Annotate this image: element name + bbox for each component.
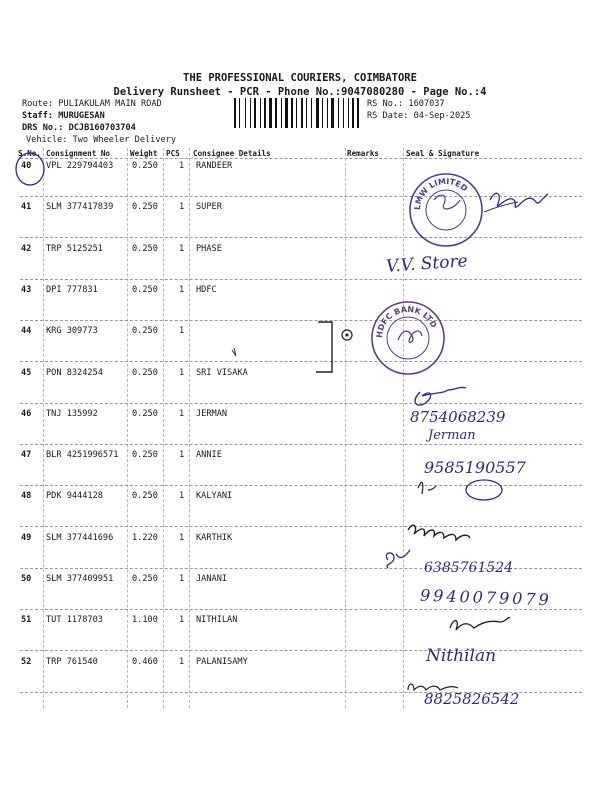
row-pcs: 1 [179, 326, 185, 336]
drs-label: DRS No.: DCJB160703704 [22, 123, 136, 133]
row-pcs: 1 [179, 202, 185, 212]
lmw-stamp-text: LMW LIMITED [412, 176, 470, 211]
row-weight: 0.250 [132, 244, 158, 254]
col-consignment: Consignment No [46, 149, 111, 158]
col-consignee: Consignee Details [193, 149, 271, 158]
col-seal: Seal & Signature [406, 149, 480, 158]
row-sno: 51 [21, 615, 32, 625]
row-consignee: JANANI [196, 574, 228, 584]
handwritten-phone-46: 8754068239 [410, 408, 506, 426]
row-pcs: 1 [179, 615, 185, 625]
handwritten-name-46: Jerman [428, 428, 476, 443]
handwritten-phone-47: 9585190557 [424, 458, 526, 477]
col-weight: Weight [130, 149, 158, 158]
col-sno: S.No. [18, 149, 41, 158]
row-weight: 0.250 [132, 450, 158, 460]
row-weight: 1.220 [132, 533, 158, 543]
row-consignee: PALANISAMY [196, 657, 248, 667]
rs-number: RS No.: 1607037 [367, 99, 445, 109]
company-title: THE PROFESSIONAL COURIERS, COIMBATORE [183, 72, 417, 84]
handwritten-phone-52: 8825826542 [424, 690, 520, 708]
row-consignee: ANNIE [196, 450, 222, 460]
row-sno: 43 [21, 285, 32, 295]
row-consignee: SRI VISAKA [196, 368, 248, 378]
row-consignment: KRG 309773 [46, 326, 98, 336]
row-sno: 48 [21, 491, 32, 501]
staff-label: Staff: MURUGESAN [22, 111, 105, 121]
row-weight: 0.250 [132, 491, 158, 501]
row-consignee: HDFC [196, 285, 217, 295]
row-weight: 0.250 [132, 409, 158, 419]
row-consignee: NITHILAN [196, 615, 238, 625]
row-sno: 52 [21, 657, 32, 667]
row-weight: 1.100 [132, 615, 158, 625]
row-consignment: TRP 5125251 [46, 244, 103, 254]
row-consignee: SUPER [196, 202, 222, 212]
row-consignment: DPI 777831 [46, 285, 98, 295]
row-weight: 0.250 [132, 368, 158, 378]
row-consignment: SLM 377441696 [46, 533, 114, 543]
row-pcs: 1 [179, 244, 185, 254]
row-pcs: 1 [179, 368, 185, 378]
row-sno: 42 [21, 244, 32, 254]
row-consignment: TNJ 135992 [46, 409, 98, 419]
svg-text:LMW LIMITED [413, 177, 470, 211]
row-weight: 0.250 [132, 574, 158, 584]
row-pcs: 1 [179, 574, 185, 584]
hdfc-stamp-text: HDFC BANK LTD [374, 304, 439, 339]
handwritten-phone-50: 9940079079 [419, 585, 553, 610]
row-consignment: PON 8324254 [46, 368, 103, 378]
row-consignee: KARTHIK [196, 533, 233, 543]
row-weight: 0.460 [132, 657, 158, 667]
row-consignment: SLM 377417839 [46, 202, 114, 212]
col-pcs: PCS [166, 149, 180, 158]
row-consignee: JERMAN [196, 409, 228, 419]
col-remarks: Remarks [347, 149, 380, 158]
row-sno: 41 [21, 202, 32, 212]
row-weight: 0.250 [132, 202, 158, 212]
runsheet-subtitle: Delivery Runsheet - PCR - Phone No.:9047080280 - Page No.:4 [113, 86, 487, 98]
lmw-stamp [406, 170, 486, 250]
row-pcs: 1 [179, 161, 185, 171]
row-weight: 0.250 [132, 161, 158, 171]
row-weight: 0.250 [132, 285, 158, 295]
row-consignment: PDK 9444128 [46, 491, 103, 501]
row-sno: 47 [21, 450, 32, 460]
row-weight: 0.250 [132, 326, 158, 336]
row-consignment: SLM 377409951 [46, 574, 114, 584]
row-consignment: VPL 229794403 [46, 161, 114, 171]
rs-date: RS Date: 04-Sep-2025 [367, 111, 471, 121]
row-consignee: KALYANI [196, 491, 233, 501]
row-consignment: TUT 1178703 [46, 615, 103, 625]
row-sno: 46 [21, 409, 32, 419]
row-pcs: 1 [179, 450, 185, 460]
row-sno: 44 [21, 326, 32, 336]
row-pcs: 1 [179, 285, 185, 295]
handwritten-name-51: Nithilan [426, 646, 497, 666]
row-sno: 40 [21, 161, 32, 171]
row-consignment: TRP 761540 [46, 657, 98, 667]
row-pcs: 1 [179, 533, 185, 543]
vehicle-label: Vehicle: Two Wheeler Delivery [26, 135, 177, 145]
row-pcs: 1 [179, 409, 185, 419]
row-consignee: PHASE [196, 244, 222, 254]
handwritten-store-name: V.V. Store [385, 251, 469, 277]
row-sno: 45 [21, 368, 32, 378]
row-consignment: BLR 4251996571 [46, 450, 119, 460]
route-label: Route: PULIAKULAM MAIN ROAD [22, 99, 162, 109]
hdfc-stamp [368, 298, 448, 378]
handwritten-phone-49: 6385761524 [424, 560, 514, 576]
row-consignee: RANDEER [196, 161, 233, 171]
row-sno: 49 [21, 533, 32, 543]
row-sno: 50 [21, 574, 32, 584]
row-pcs: 1 [179, 657, 185, 667]
row-pcs: 1 [179, 491, 185, 501]
